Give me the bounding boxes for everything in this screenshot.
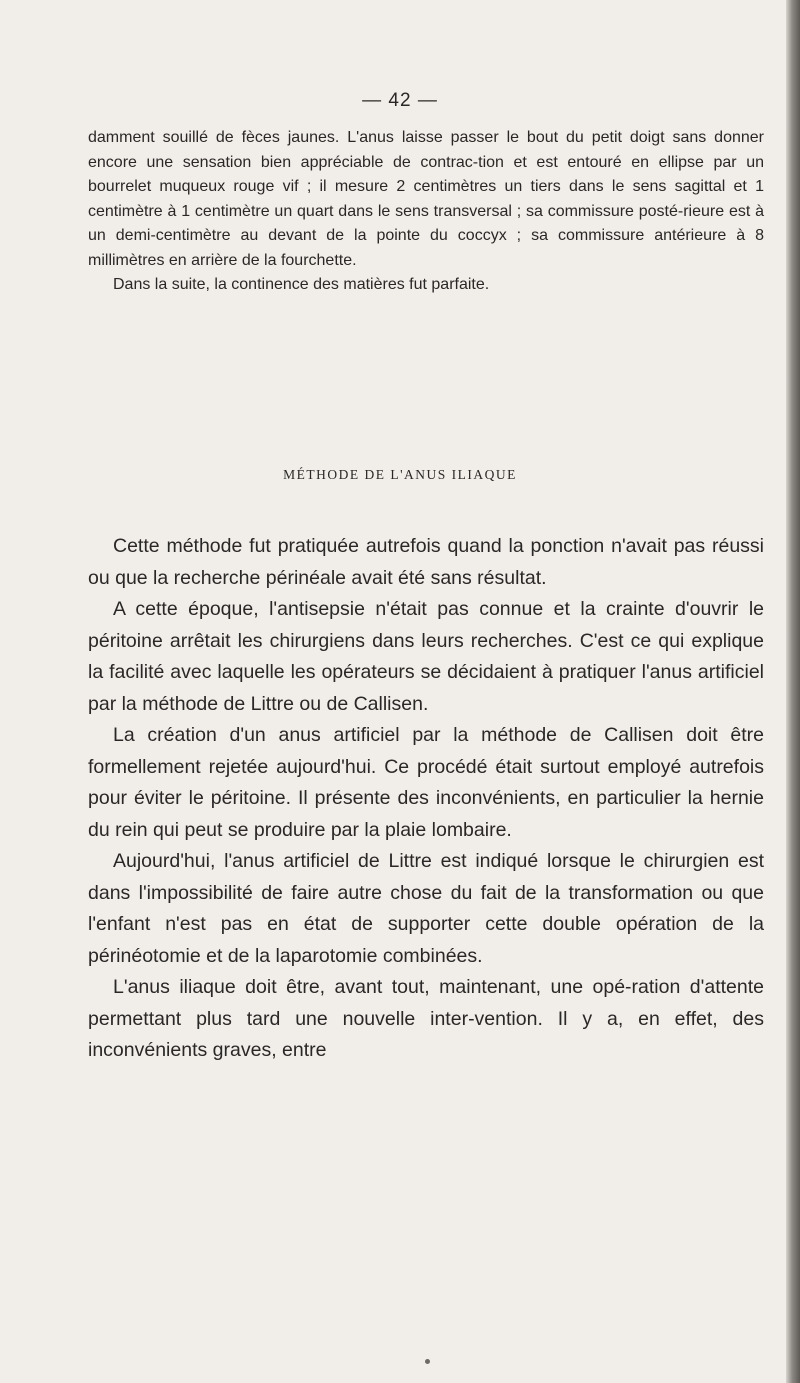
body-paragraph-1: Cette méthode fut pratiquée autrefois quand la ponction n'avait pas réussi ou que la recherche périnéale avait été sans résultat. — [88, 535, 764, 589]
case-paragraph-2: Dans la suite, la continence des matières fut parfaite. — [113, 276, 490, 293]
main-body-text — [88, 531, 764, 1067]
case-paragraph-1: damment souillé de fèces jaunes. L'anus laisse passer le bout du petit doigt sans donner encore une sensation bien appréciable de contrac-tion et est entouré en ellipse par un bourrelet muqueux rouge vif ; il mesure 2 centimètres un tiers dans le sens sagittal et 1 centimètre à 1 centimètre un quart dans le sens transversal ; sa commissure posté-rieure est à un demi-centimètre au devant de la pointe du coccyx ; sa commissure antérieure à 8 millimètres en arrière de la fourchette. — [88, 129, 764, 269]
body-paragraph-4: Aujourd'hui, l'anus artificiel de Littre est indiqué lorsque le chirurgien est dans l'impossibilité de faire autre chose du fait de la transformation ou que l'enfant n'est pas en état de supporter cette double opération de la périnéotomie et de la laparotomie combinées. — [88, 850, 764, 967]
page-number: — 42 — — [362, 90, 438, 111]
body-paragraph-3: La création d'un anus artificiel par la méthode de Callisen doit être formellement rejetée aujourd'hui. Ce procédé était surtout employé autrefois pour éviter le péritoine. Il présente des inconvénients, en particulier la hernie du rein qui peut se produire par la plaie lombaire. — [88, 724, 764, 841]
body-paragraph-5: L'anus iliaque doit être, avant tout, maintenant, une opé-ration d'attente permettant plus tard une nouvelle inter-vention. Il y a, en effet, des inconvénients graves, entre — [88, 976, 764, 1061]
print-speck — [425, 1359, 430, 1364]
page-binding-edge — [786, 0, 800, 1383]
section-title: MÉTHODE DE L'ANUS ILIAQUE — [283, 467, 517, 482]
body-paragraph-2: A cette époque, l'antisepsie n'était pas connue et la crainte d'ouvrir le péritoine arrêtait les chirurgiens dans leurs recherches. C'est ce qui explique la facilité avec laquelle les opérateurs se décidaient à pratiquer l'anus artificiel par la méthode de Littre ou de Callisen. — [88, 598, 764, 715]
case-report-text — [88, 126, 764, 298]
